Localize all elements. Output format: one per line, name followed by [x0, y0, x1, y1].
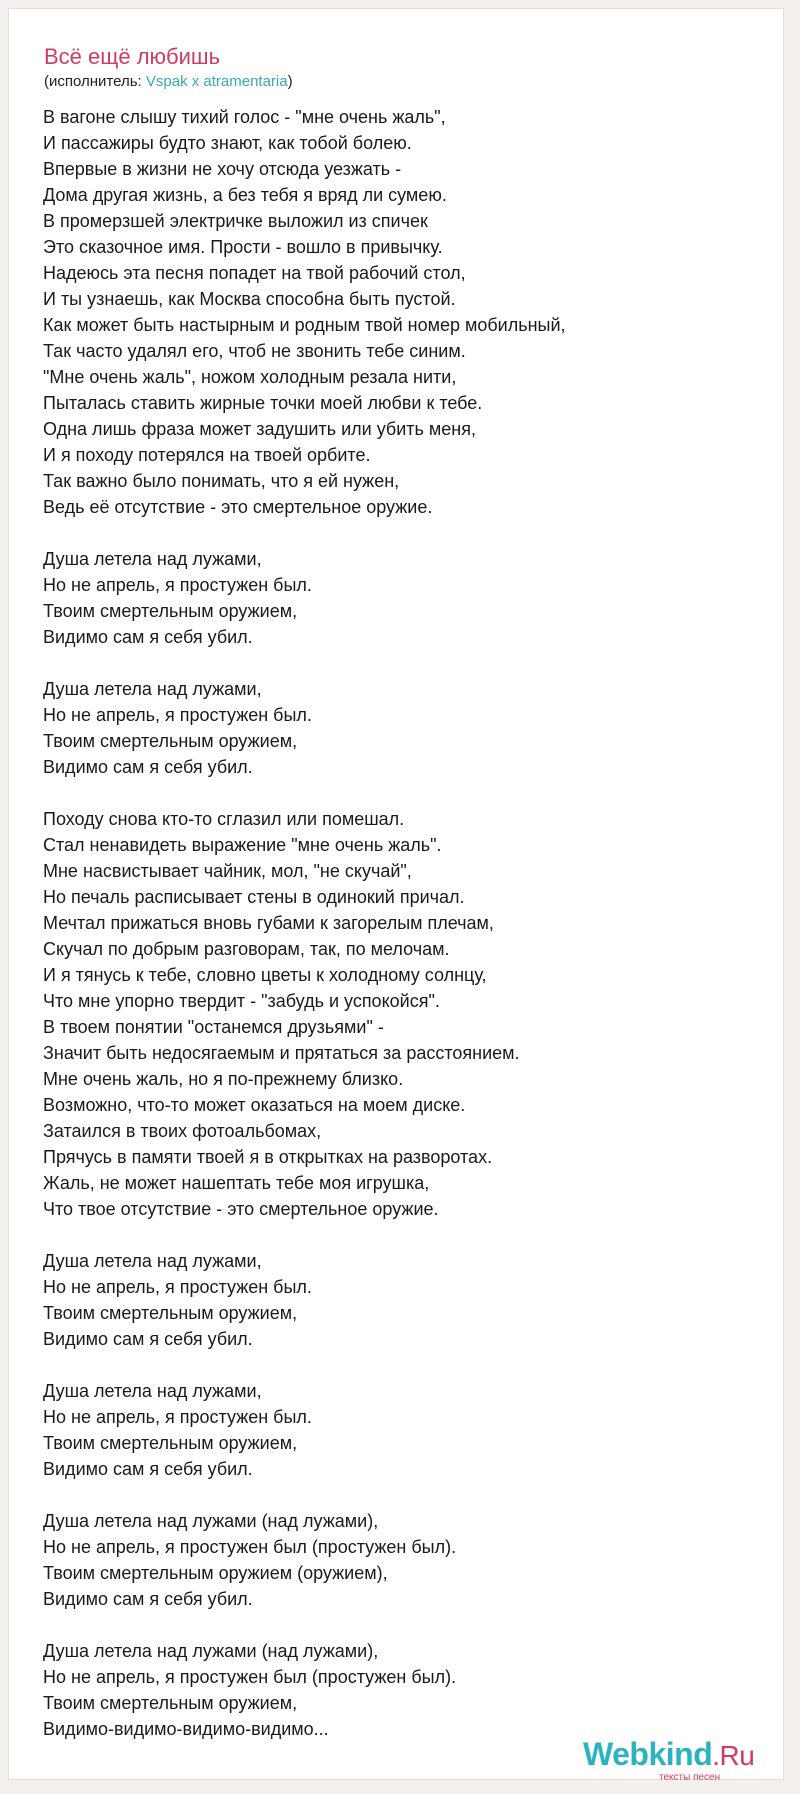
lyric-line: Твоим смертельным оружием, [43, 1303, 298, 1323]
lyric-line: В вагоне слышу тихий голос - "мне очень жаль", [43, 107, 446, 127]
lyric-line: И я походу потерялся на твоей орбите. [43, 445, 371, 465]
lyric-line: Значит быть недосягаемым и прятаться за расстоянием. [43, 1043, 520, 1063]
lyric-line: Так часто удалял его, чтоб не звонить тебе синим. [43, 341, 466, 361]
lyric-line: Как может быть настырным и родным твой номер мобильный, [43, 315, 566, 335]
lyric-line: Стал ненавидеть выражение "мне очень жаль". [43, 835, 442, 855]
webkind-logo[interactable] [583, 1736, 783, 1783]
lyric-line: Душа летела над лужами (над лужами), [43, 1641, 379, 1661]
lyric-line: Это сказочное имя. Прости - вошло в привычку. [43, 237, 443, 257]
lyric-line: Видимо сам я себя убил. [43, 1329, 253, 1349]
lyric-line: Видимо сам я себя убил. [43, 1459, 253, 1479]
lyric-line: Что мне упорно твердит - "забудь и успокойся". [43, 991, 440, 1011]
lyric-line: Твоим смертельным оружием, [43, 1433, 298, 1453]
lyric-line: Ведь её отсутствие - это смертельное оружие. [43, 497, 433, 517]
lyric-line: Душа летела над лужами (над лужами), [43, 1511, 379, 1531]
artist-prefix: (исполнитель: [44, 73, 146, 90]
lyric-line: Но не апрель, я простужен был. [43, 1407, 312, 1427]
artist-link[interactable]: Vspak x atramentaria [145, 73, 288, 90]
stanza-break [43, 520, 743, 546]
lyric-line: И пассажиры будто знают, как тобой болею. [43, 133, 412, 153]
lyric-line: Одна лишь фраза может задушить или убить меня, [43, 419, 476, 439]
stanza-break [43, 650, 743, 676]
lyric-line: Видимо-видимо-видимо-видимо... [43, 1719, 329, 1739]
logo-tld: .Ru [712, 1740, 755, 1771]
lyric-line: Затаился в твоих фотоальбомах, [43, 1121, 322, 1141]
stanza-break [43, 1222, 743, 1248]
lyric-line: Но печаль расписывает стены в одинокий причал. [43, 887, 465, 907]
lyric-line: Возможно, что-то может оказаться на моем диске. [43, 1095, 466, 1115]
stanza-break [43, 1482, 743, 1508]
lyric-line: Душа летела над лужами, [43, 679, 262, 699]
lyric-line: Мечтал прижаться вновь губами к загорелым плечам, [43, 913, 494, 933]
logo-tagline: тексты песен [659, 1772, 721, 1783]
lyric-line: Душа летела над лужами, [43, 1381, 262, 1401]
stanza-break [43, 1352, 743, 1378]
lyric-line: И ты узнаешь, как Москва способна быть пустой. [43, 289, 456, 309]
lyric-line: Так важно было понимать, что я ей нужен, [43, 471, 400, 491]
lyric-line: Пыталась ставить жирные точки моей любви к тебе. [43, 393, 483, 413]
lyrics-page [8, 8, 784, 1783]
song-title: Всё ещё любишь [44, 44, 221, 69]
lyric-line: В твоем понятии "останемся друзьями" - [43, 1017, 384, 1037]
lyric-line: Жаль, не может нашептать тебе моя игрушка, [43, 1173, 430, 1193]
lyric-line: Прячусь в памяти твоей я в открытках на разворотах. [43, 1147, 493, 1167]
lyric-line: Скучал по добрым разговорам, так, по мелочам. [43, 939, 450, 959]
lyric-line: Надеюсь эта песня попадет на твой рабочий стол, [43, 263, 466, 283]
stanza-break [43, 1612, 743, 1638]
lyric-line: Дома другая жизнь, а без тебя я вряд ли сумею. [43, 185, 447, 205]
lyric-line: Твоим смертельным оружием, [43, 731, 298, 751]
lyric-line: Душа летела над лужами, [43, 1251, 262, 1271]
lyric-line: Видимо сам я себя убил. [43, 1589, 253, 1609]
lyric-line: Душа летела над лужами, [43, 549, 262, 569]
lyric-line: Мне очень жаль, но я по-прежнему близко. [43, 1069, 404, 1089]
lyric-line: В промерзшей электричке выложил из спичек [43, 211, 428, 231]
lyric-line: Твоим смертельным оружием, [43, 601, 298, 621]
lyric-line: Но не апрель, я простужен был. [43, 1277, 312, 1297]
lyric-line: Но не апрель, я простужен был. [43, 705, 312, 725]
logo-name: Webkind [583, 1736, 713, 1772]
artist-line [44, 73, 293, 90]
lyric-line: Но не апрель, я простужен был (простужен был). [43, 1537, 457, 1557]
lyric-line: "Мне очень жаль", ножом холодным резала нити, [43, 367, 457, 387]
lyric-line: Видимо сам я себя убил. [43, 627, 253, 647]
lyrics-text [43, 104, 743, 1742]
lyric-line: Но не апрель, я простужен был. [43, 575, 312, 595]
artist-suffix: ) [287, 73, 293, 90]
lyric-line: Впервые в жизни не хочу отсюда уезжать - [43, 159, 402, 179]
logo-wordmark [583, 1736, 754, 1773]
lyric-line: Что твое отсутствие - это смертельное оружие. [43, 1199, 439, 1219]
lyric-line: Твоим смертельным оружием, [43, 1693, 298, 1713]
lyric-line: И я тянусь к тебе, словно цветы к холодному солнцу, [43, 965, 487, 985]
lyric-line: Мне насвистывает чайник, мол, "не скучай", [43, 861, 412, 881]
stanza-break [43, 780, 743, 806]
lyric-line: Походу снова кто-то сглазил или помешал. [43, 809, 405, 829]
lyric-line: Но не апрель, я простужен был (простужен был). [43, 1667, 457, 1687]
lyric-line: Видимо сам я себя убил. [43, 757, 253, 777]
lyric-line: Твоим смертельным оружием (оружием), [43, 1563, 388, 1583]
